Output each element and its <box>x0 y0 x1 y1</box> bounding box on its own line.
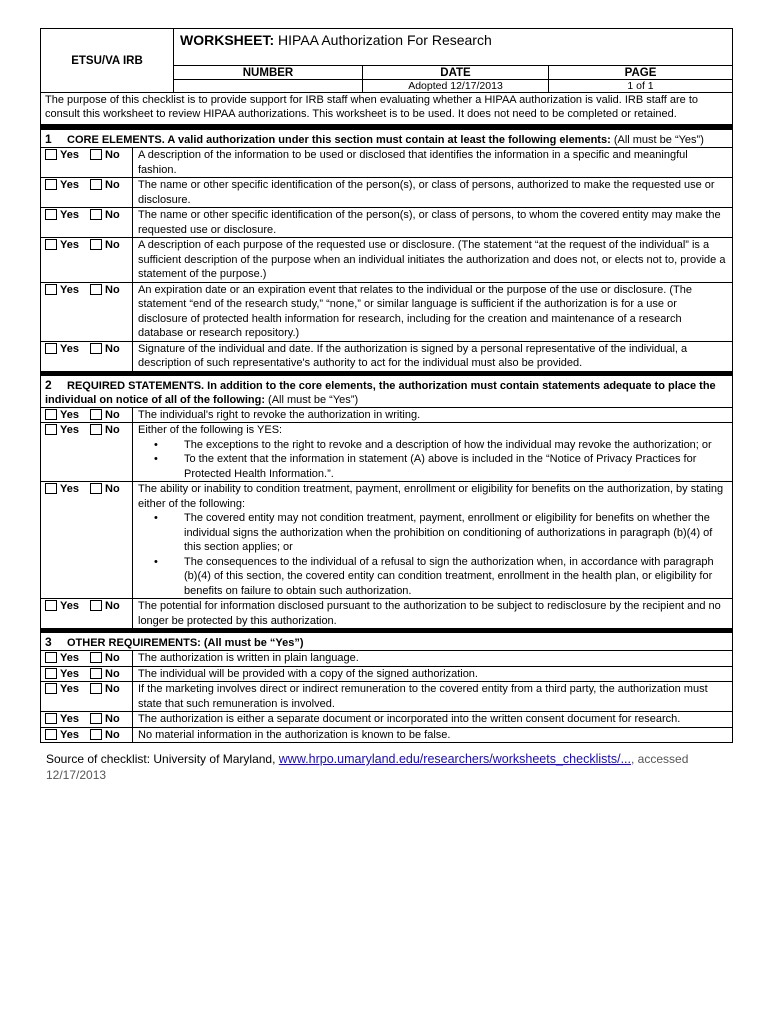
yes-checkbox[interactable] <box>45 668 57 679</box>
yes-checkbox[interactable] <box>45 683 57 694</box>
item-text: A description of each purpose of the requested use or disclosure. (The statement “at the request of the individual” is a sufficient description of the purpose when an individual initiates the authorization and does not, or elects not to, provide a statement of the purpose.) <box>133 238 733 283</box>
item-text: The potential for information disclosed pursuant to the authorization to be subject to redisclosure by the recipient and no longer be protected by this authorization. <box>133 599 733 629</box>
page-header: PAGE <box>549 66 733 80</box>
bullet-icon: • <box>154 438 158 451</box>
yes-checkbox[interactable] <box>45 179 57 190</box>
yes-checkbox[interactable] <box>45 600 57 611</box>
yes-checkbox[interactable] <box>45 239 57 250</box>
date-value: Adopted 12/17/2013 <box>363 80 549 93</box>
yes-checkbox[interactable] <box>45 424 57 435</box>
checklist-row: Yes No The authorization is written in plain language. <box>41 651 733 667</box>
bullet-item: • The covered entity may not condition treatment, payment, enrollment or eligibility for benefits on whether the individual signs the authorization when the prohibition on conditioning of authorizations in paragraph (b)(4) of this section applies; or <box>154 512 713 553</box>
item-text: The authorization is written in plain language. <box>133 651 733 667</box>
bullet-icon: • <box>154 453 158 465</box>
yes-checkbox[interactable] <box>45 713 57 724</box>
item-text: The name or other specific identification of the person(s), or class of persons, to whom the covered entity may make the requested use or disclosure. <box>133 208 733 238</box>
source-label: Source of checklist: University of Maryland, <box>46 752 279 766</box>
section-1-title: 1 CORE ELEMENTS. A valid authorization under this section must contain at least the following elements: (All must be “Yes”) <box>40 130 733 147</box>
no-checkbox[interactable] <box>90 652 102 663</box>
item-text: An expiration date or an expiration event that relates to the individual or the purpose of the use or disclosure. (The statement “end of the research study,” “none,” or similar language is sufficient if the authorization is for a use or disclosure of protected health information for research, including for the creation and maintenance of a research database or research repository.) <box>133 282 733 341</box>
yes-checkbox[interactable] <box>45 343 57 354</box>
worksheet-title: WORKSHEET: HIPAA Authorization For Research <box>174 29 733 66</box>
item-text: Signature of the individual and date. If the authorization is signed by a personal representative of the individual, a description of such representative's authority to act for the individual must also be provided. <box>133 341 733 371</box>
no-checkbox[interactable] <box>90 209 102 220</box>
checklist-row: Yes No Signature of the individual and date. If the authorization is signed by a personal representative of the individual, a description of such representative's authority to act for the individual must also be provided. <box>41 341 733 371</box>
no-checkbox[interactable] <box>90 729 102 740</box>
item-text: If the marketing involves direct or indirect remuneration to the covered entity from a third party, the authorization must state that such remuneration is involved. <box>133 682 733 712</box>
no-checkbox[interactable] <box>90 284 102 295</box>
item-text: The authorization is either a separate document or incorporated into the written consent document for research. <box>133 712 733 728</box>
accessed-date: 12/17/2013 <box>46 768 107 782</box>
no-checkbox[interactable] <box>90 483 102 494</box>
no-checkbox[interactable] <box>90 149 102 160</box>
no-checkbox[interactable] <box>90 343 102 354</box>
checklist-row: Yes No The potential for information disclosed pursuant to the authorization to be subject to redisclosure by the recipient and no longer be protected by this authorization. <box>41 599 733 629</box>
page-value: 1 of 1 <box>549 80 733 93</box>
checklist-row: Yes No If the marketing involves direct or indirect remuneration to the covered entity from a third party, the authorization must state that such remuneration is involved. <box>41 682 733 712</box>
item-text: Either of the following is YES: • The exceptions to the right to revoke and a description of how the individual may revoke the authorization; or • To the extent that the information in statement (A) above is included in the “Notice of Privacy Practices for Protected Health Information.”. <box>133 423 733 482</box>
section-1-items <box>40 147 733 371</box>
section-3-title: 3 OTHER REQUIREMENTS: (All must be “Yes”) <box>40 633 733 650</box>
number-header: NUMBER <box>174 66 363 80</box>
no-checkbox[interactable] <box>90 683 102 694</box>
source-footer <box>46 751 706 783</box>
purpose-text: The purpose of this checklist is to provide support for IRB staff when evaluating whether a HIPAA authorization is valid. IRB staff are to consult this worksheet to review HIPAA authorizations. This worksheet is to be used. It does not need to be completed or retained. <box>40 93 733 125</box>
yes-checkbox[interactable] <box>45 209 57 220</box>
number-value <box>174 80 363 93</box>
item-text: The individual will be provided with a copy of the signed authorization. <box>133 666 733 682</box>
checklist-row: Yes No A description of the information to be used or disclosed that identifies the information in a specific and meaningful fashion. <box>41 148 733 178</box>
no-checkbox[interactable] <box>90 409 102 420</box>
section-2-items <box>40 407 733 629</box>
yes-checkbox[interactable] <box>45 652 57 663</box>
item-text: The name or other specific identification of the person(s), or class of persons, authorized to make the requested use or disclosure. <box>133 178 733 208</box>
no-checkbox[interactable] <box>90 424 102 435</box>
item-text: The ability or inability to condition treatment, payment, enrollment or eligibility for benefits on the authorization, by stating either of the following: • The covered entity may not condition treatment, payment, enrollment or eligibility for benefits on whether the individual signs the authorization when the prohibition on conditioning of authorizations in paragraph (b)(4) of this section applies; or • The consequences to the individual of a refusal to sign the authorization when, in accordance with paragraph (b)(4) of this section, the covered entity can condition treatment, enrollment in the health plan, or eligibility for benefits on failure to obtain such authorization. <box>133 482 733 599</box>
worksheet-page <box>40 28 733 743</box>
checklist-row: Yes No A description of each purpose of the requested use or disclosure. (The statement “at the request of the individual” is a sufficient description of the purpose when an individual initiates the authorization and does not, or elects not to, provide a statement of the purpose.) <box>41 238 733 283</box>
yes-checkbox[interactable] <box>45 409 57 420</box>
checklist-row: Yes No The individual's right to revoke the authorization in writing. <box>41 407 733 423</box>
yes-checkbox[interactable] <box>45 149 57 160</box>
header-table <box>40 28 733 93</box>
item-text: A description of the information to be used or disclosed that identifies the information in a specific and meaningful fashion. <box>133 148 733 178</box>
checklist-row: Yes No The name or other specific identification of the person(s), or class of persons, authorized to make the requested use or disclosure. <box>41 178 733 208</box>
item-text: The individual's right to revoke the authorization in writing. <box>133 407 733 423</box>
checklist-row: Yes No An expiration date or an expiration event that relates to the individual or the purpose of the use or disclosure. (The statement “end of the research study,” “none,” or similar language is sufficient if the authorization is for a use or disclosure of protected health information for research, including for the creation and maintenance of a research database or research repository.) <box>41 282 733 341</box>
yes-checkbox[interactable] <box>45 284 57 295</box>
date-header: DATE <box>363 66 549 80</box>
accessed-label: , accessed <box>631 752 689 766</box>
checklist-row: Yes No The individual will be provided with a copy of the signed authorization. <box>41 666 733 682</box>
checklist-row: Yes No Either of the following is YES: • The exceptions to the right to revoke and a description of how the individual may revoke the authorization; or • To the extent that the information in statement (A) above is included in the “Notice of Privacy Practices for Protected Health Information.”. <box>41 423 733 482</box>
bullet-icon: • <box>154 555 158 568</box>
org-name: ETSU/VA IRB <box>41 29 174 93</box>
checklist-row: Yes No The name or other specific identification of the person(s), or class of persons, to whom the covered entity may make the requested use or disclosure. <box>41 208 733 238</box>
item-text: No material information in the authorization is known to be false. <box>133 727 733 743</box>
bullet-item: • The consequences to the individual of a refusal to sign the authorization when, in accordance with paragraph (b)(4) of this section, the covered entity can condition treatment, enrollment in the health plan, or eligibility for benefits on failure to obtain such authorization. <box>154 555 714 597</box>
no-checkbox[interactable] <box>90 713 102 724</box>
bullet-item: • The exceptions to the right to revoke and a description of how the individual may revoke the authorization; or <box>154 438 712 451</box>
yes-checkbox[interactable] <box>45 729 57 740</box>
bullet-item: • To the extent that the information in statement (A) above is included in the “Notice of Privacy Practices for Protected Health Information.”. <box>154 453 697 480</box>
no-checkbox[interactable] <box>90 239 102 250</box>
no-checkbox[interactable] <box>90 668 102 679</box>
section-3-items <box>40 650 733 743</box>
checklist-row: Yes No No material information in the authorization is known to be false. <box>41 727 733 743</box>
source-link[interactable]: www.hrpo.umaryland.edu/researchers/worksheets_checklists/... <box>278 752 631 766</box>
section-2-title: 2 REQUIRED STATEMENTS. In addition to the core elements, the authorization must contain statements adequate to place the individual on notice of all of the following: (All must be “Yes”) <box>40 376 733 407</box>
yes-checkbox[interactable] <box>45 483 57 494</box>
checklist-row: Yes No The ability or inability to condition treatment, payment, enrollment or eligibility for benefits on the authorization, by stating either of the following: • The covered entity may not condition treatment, payment, enrollment or eligibility for benefits on whether the individual signs the authorization when the prohibition on conditioning of authorizations in paragraph (b)(4) of this section applies; or • The consequences to the individual of a refusal to sign the authorization when, in accordance with paragraph (b)(4) of this section, the covered entity can condition treatment, enrollment in the health plan, or eligibility for benefits on failure to obtain such authorization. <box>41 482 733 599</box>
no-checkbox[interactable] <box>90 179 102 190</box>
bullet-icon: • <box>154 512 158 524</box>
checklist-row: Yes No The authorization is either a separate document or incorporated into the written consent document for research. <box>41 712 733 728</box>
no-checkbox[interactable] <box>90 600 102 611</box>
